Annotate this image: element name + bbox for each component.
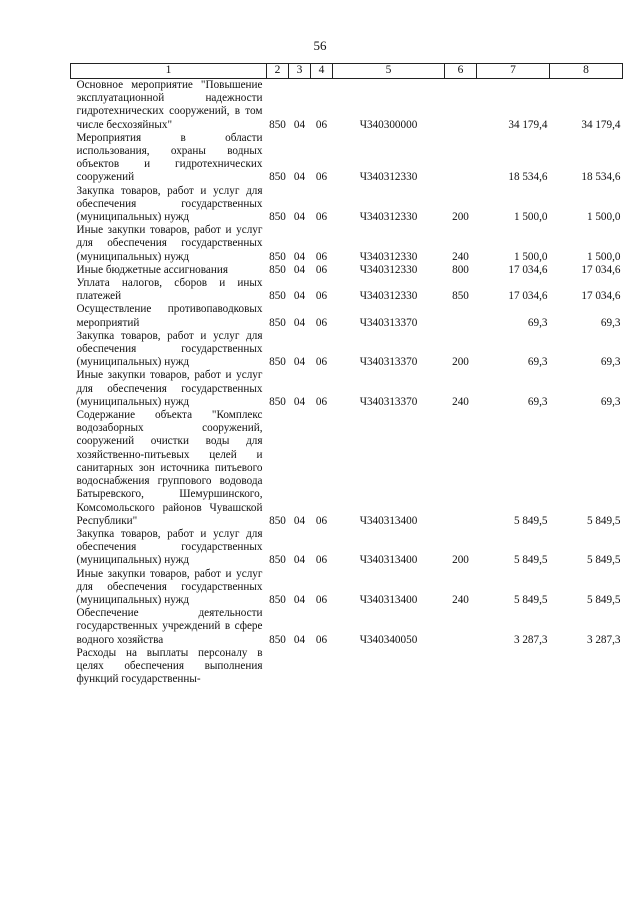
- expense-type-code: 200: [452, 211, 469, 224]
- amount-col7: 5 849,5: [513, 554, 548, 567]
- amount-col8: 34 179,4: [581, 118, 621, 131]
- amount-col7: 5 849,5: [513, 593, 548, 606]
- amount-col8: 69,3: [600, 316, 621, 329]
- table-row: [71, 330, 623, 370]
- target-article-code: Ч340313400: [359, 554, 418, 567]
- target-article-code: [333, 647, 445, 687]
- section-code: 04: [293, 316, 306, 329]
- section-code: [289, 647, 311, 687]
- expense-type-code: 240: [452, 395, 469, 408]
- table-row: [71, 647, 623, 687]
- amount-col7: 1 500,0: [513, 211, 548, 224]
- target-article-code: Ч340312330: [359, 263, 418, 276]
- row-name: Иные закупки товаров, работ и услуг для обеспечения государственных (муниципальных) нужд: [76, 224, 263, 263]
- ministry-code: 850: [269, 290, 286, 303]
- table-row: [71, 528, 623, 568]
- amount-col7: 17 034,6: [508, 263, 548, 276]
- amount-col7: 5 849,5: [513, 514, 548, 527]
- table-row: [71, 303, 623, 329]
- ministry-code: 850: [269, 514, 286, 527]
- table-row: [71, 185, 623, 225]
- column-header: 2: [267, 64, 289, 79]
- section-code: 04: [293, 290, 306, 303]
- amount-col8: 17 034,6: [581, 263, 621, 276]
- ministry-code: 850: [269, 356, 286, 369]
- expense-type-code: [445, 409, 477, 528]
- section-code: 04: [293, 211, 306, 224]
- target-article-code: Ч340312330: [359, 211, 418, 224]
- target-article-code: Ч340313400: [359, 593, 418, 606]
- ministry-code: [267, 647, 289, 687]
- table-row: [71, 409, 623, 528]
- row-name: Уплата налогов, сборов и иных платежей: [76, 277, 263, 303]
- section-code: 04: [293, 356, 306, 369]
- amount-col8: 3 287,3: [586, 633, 621, 646]
- column-header: 7: [477, 64, 550, 79]
- expense-type-code: [445, 132, 477, 185]
- ministry-code: 850: [269, 118, 286, 131]
- amount-col8: 5 849,5: [586, 554, 621, 567]
- target-article-code: Ч340313400: [359, 514, 418, 527]
- row-name: Мероприятия в области использования, охраны водных объектов и гидротехнических сооружений: [76, 131, 263, 184]
- subsection-code: 06: [315, 316, 328, 329]
- subsection-code: 06: [315, 250, 328, 263]
- row-name: Иные закупки товаров, работ и услуг для обеспечения государственных (муниципальных) нужд: [76, 567, 263, 606]
- ministry-code: 850: [269, 250, 286, 263]
- ministry-code: 850: [269, 633, 286, 646]
- target-article-code: Ч340313370: [359, 356, 418, 369]
- row-name: Содержание объекта "Комплекс водозаборных сооружений, сооружений очистки воды для хозяйственно-питьевых целей и санитарных зон источника питьевого водоснабжения группового водовода Батыревского, Шемуршинского, Комсомольского районов Чувашской Республики": [76, 409, 263, 527]
- subsection-code: 06: [315, 514, 328, 527]
- column-header: 5: [333, 64, 445, 79]
- subsection-code: 06: [315, 263, 328, 276]
- subsection-code: 06: [315, 118, 328, 131]
- amount-col7: 34 179,4: [508, 118, 548, 131]
- row-name: Закупка товаров, работ и услуг для обеспечения государственных (муниципальных) нужд: [76, 184, 263, 224]
- amount-col8: 17 034,6: [581, 290, 621, 303]
- section-code: 04: [293, 514, 306, 527]
- amount-col8: 69,3: [600, 356, 621, 369]
- expense-type-code: [445, 647, 477, 687]
- amount-col7: 69,3: [527, 356, 548, 369]
- table-header-row: [71, 64, 623, 79]
- ministry-code: 850: [269, 316, 286, 329]
- amount-col8: 5 849,5: [586, 514, 621, 527]
- section-code: 04: [293, 171, 306, 184]
- subsection-code: 06: [315, 290, 328, 303]
- row-name: Осуществление противопаводковых мероприятий: [76, 303, 263, 329]
- expense-type-code: 850: [452, 290, 469, 303]
- expense-type-code: 240: [452, 593, 469, 606]
- ministry-code: 850: [269, 593, 286, 606]
- column-header: 8: [550, 64, 623, 79]
- target-article-code: Ч340340050: [359, 633, 418, 646]
- amount-col7: 1 500,0: [513, 250, 548, 263]
- section-code: 04: [293, 633, 306, 646]
- expense-type-code: 200: [452, 356, 469, 369]
- budget-table: [70, 63, 623, 686]
- amount-col8: 18 534,6: [581, 171, 621, 184]
- section-code: 04: [293, 118, 306, 131]
- amount-col8: 1 500,0: [586, 250, 621, 263]
- table-row: [71, 79, 623, 132]
- target-article-code: Ч340313370: [359, 395, 418, 408]
- ministry-code: 850: [269, 211, 286, 224]
- section-code: 04: [293, 395, 306, 408]
- subsection-code: 06: [315, 593, 328, 606]
- subsection-code: 06: [315, 356, 328, 369]
- ministry-code: 850: [269, 395, 286, 408]
- table-row: [71, 369, 623, 409]
- table-row: [71, 132, 623, 185]
- expense-type-code: [445, 79, 477, 132]
- column-header: 4: [311, 64, 333, 79]
- amount-col8: [550, 647, 623, 687]
- section-code: 04: [293, 263, 306, 276]
- row-name: Иные закупки товаров, работ и услуг для обеспечения государственных (муниципальных) нужд: [76, 369, 263, 408]
- table-row: [71, 277, 623, 303]
- amount-col7: [477, 647, 550, 687]
- subsection-code: 06: [315, 554, 328, 567]
- amount-col7: 18 534,6: [508, 171, 548, 184]
- amount-col7: 69,3: [527, 316, 548, 329]
- expense-type-code: 200: [452, 554, 469, 567]
- ministry-code: 850: [269, 263, 286, 276]
- expense-type-code: [445, 607, 477, 647]
- row-name: Расходы на выплаты персоналу в целях обеспечения выполнения функций государственны-: [76, 646, 263, 686]
- row-name: Иные бюджетные ассигнования: [76, 263, 228, 276]
- section-code: 04: [293, 593, 306, 606]
- ministry-code: 850: [269, 554, 286, 567]
- column-header: 6: [445, 64, 477, 79]
- column-header: 1: [71, 64, 267, 79]
- amount-col7: 17 034,6: [508, 290, 548, 303]
- subsection-code: [311, 647, 333, 687]
- target-article-code: Ч340312330: [359, 250, 418, 263]
- ministry-code: 850: [269, 171, 286, 184]
- amount-col8: 1 500,0: [586, 211, 621, 224]
- amount-col7: 69,3: [527, 395, 548, 408]
- row-name: Закупка товаров, работ и услуг для обеспечения государственных (муниципальных) нужд: [76, 527, 263, 567]
- subsection-code: 06: [315, 171, 328, 184]
- row-name: Основное мероприятие "Повышение эксплуатационной надежности гидротехнических сооружений, в том числе бесхозяйных": [76, 79, 263, 131]
- target-article-code: Ч340312330: [359, 171, 418, 184]
- table-row: [71, 607, 623, 647]
- amount-col7: 3 287,3: [513, 633, 548, 646]
- row-name: Обеспечение деятельности государственных учреждений в сфере водного хозяйства: [76, 607, 263, 646]
- target-article-code: Ч340313370: [359, 316, 418, 329]
- amount-col8: 5 849,5: [586, 593, 621, 606]
- target-article-code: Ч340312330: [359, 290, 418, 303]
- column-header: 3: [289, 64, 311, 79]
- subsection-code: 06: [315, 395, 328, 408]
- table-row: [71, 264, 623, 277]
- table-row: [71, 568, 623, 608]
- target-article-code: Ч340300000: [359, 118, 418, 131]
- row-name: Закупка товаров, работ и услуг для обеспечения государственных (муниципальных) нужд: [76, 329, 263, 369]
- page-number: 56: [313, 38, 327, 53]
- subsection-code: 06: [315, 633, 328, 646]
- expense-type-code: 240: [452, 250, 469, 263]
- section-code: 04: [293, 250, 306, 263]
- table-row: [71, 224, 623, 264]
- subsection-code: 06: [315, 211, 328, 224]
- section-code: 04: [293, 554, 306, 567]
- expense-type-code: [445, 303, 477, 329]
- expense-type-code: 800: [452, 263, 469, 276]
- amount-col8: 69,3: [600, 395, 621, 408]
